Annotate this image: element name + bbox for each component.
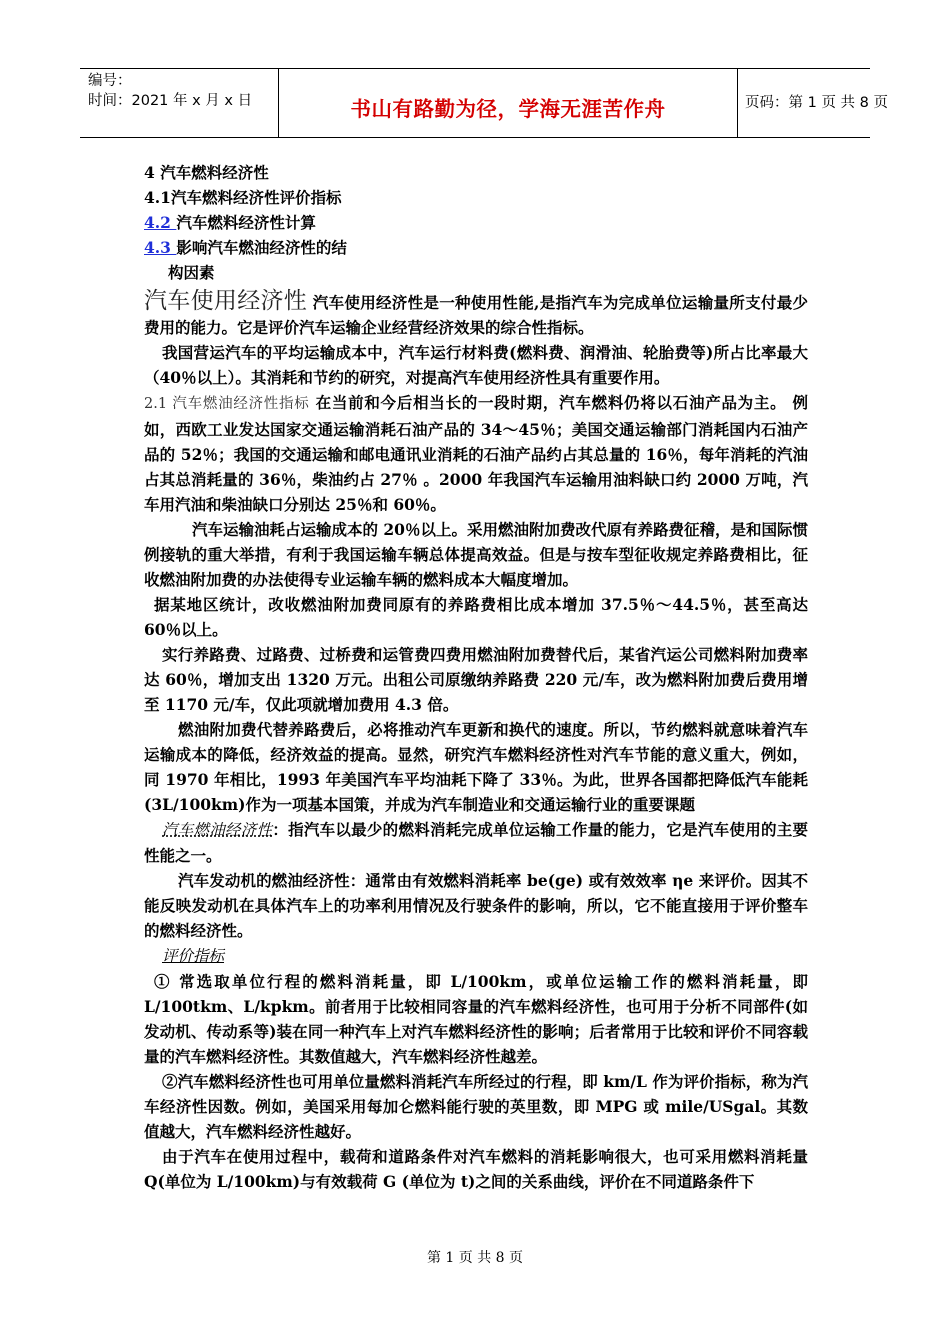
header-motto-cell: [278, 69, 738, 137]
toc-text: 汽车燃料经济性评价指标: [170, 188, 342, 207]
paragraph: [144, 517, 808, 592]
header-page-number: 页码：第 1 页 共 8 页: [745, 95, 888, 111]
toc-number: 4: [144, 163, 155, 182]
header-meta: [80, 69, 278, 139]
paragraph-text: 据某地区统计，改收燃油附加费同原有的养路费相比成本增加 37.5％～44.5％，甚至高达 60％以上。: [144, 595, 808, 639]
page-footer: 第 1 页 共 8 页: [426, 1250, 524, 1266]
toc-text: 汽车燃料经济性计算: [176, 213, 316, 232]
toc-item: [144, 185, 808, 210]
paragraph: [144, 340, 808, 390]
paragraph-text: 我国营运汽车的平均运输成本中，汽车运行材料费(燃料费、润滑油、轮胎费等)所占比率最大（40％以上）。其消耗和节约的研究，对提高汽车使用经济性具有重要作用。: [144, 343, 808, 387]
paragraph: [144, 390, 808, 517]
table-of-contents: [144, 160, 808, 285]
paragraph: [144, 868, 808, 943]
toc-continuation: 构因素: [168, 263, 215, 282]
toc-link[interactable]: 4.2: [144, 213, 177, 232]
paragraph-text: 燃油附加费代替养路费后，必将推动汽车更新和换代的速度。所以，节约燃料就意味着汽车运输成本的降低，经济效益的提高。显然，研究汽车燃料经济性对汽车节能的意义重大，例如，同 1970 年相比，1993 年美国汽车平均油耗下降了 33％。为此，世界各国都把降低汽车能耗(3L/100km)作为一项基本国策，并成为汽车制造业和交通运输行业的重要课题: [144, 720, 808, 814]
paragraph: [144, 1144, 808, 1194]
toc-item: [144, 160, 808, 185]
header-motto: 书山有路勤为径，学海无涯苦作舟: [350, 97, 666, 121]
toc-text: 汽车燃料经济性: [154, 163, 269, 182]
paragraph-text: 由于汽车在使用过程中，载荷和道路条件对汽车燃料的消耗影响很大，也可采用燃料消耗量 Q(单位为 L/100km)与有效载荷 G (单位为 t)之间的关系曲线，评价在不同道路条件下: [144, 1147, 808, 1191]
toc-number: 4.1: [144, 188, 171, 207]
section-heading: 汽车使用经济性: [144, 288, 308, 314]
toc-item: [144, 210, 808, 235]
toc-text: 影响汽车燃油经济性的结: [176, 238, 347, 257]
paragraph-text: ① 常选取单位行程的燃料消耗量，即 L/100km，或单位运输工作的燃料消耗量，即 L/100tkm、L/kpkm。前者用于比较相同容量的汽车燃料经济性，也可用于分析不同部件(如发动机、传动系等)装在同一种汽车上对汽车燃料经济性的影响；后者常用于比较和评价不同容载量的汽车燃料经济性。其数值越大，汽车燃料经济性越差。: [144, 972, 808, 1066]
paragraph-text: 汽车使用经济性是一种使用性能,是指汽车为完成单位运输量所支付最少费用的能力。它是评价汽车运输企业经营经济效果的综合性指标。: [144, 293, 809, 337]
toc-link[interactable]: 4.3: [144, 238, 177, 257]
paragraph-text: 汽车运输油耗占运输成本的 20％以上。采用燃油附加费改代原有养路费征稽，是和国际惯例接轨的重大举措，有利于我国运输车辆总体提高效益。但是与按车型征收规定养路费相比，征收燃油附加费的办法使得专业运输车辆的燃料成本大幅度增加。: [144, 520, 808, 589]
paragraph-text: ②汽车燃料经济性也可用单位量燃料消耗汽车所经过的行程，即 km/L 作为评价指标，称为汽车经济性因数。例如，美国采用每加仑燃料能行驶的英里数，即 MPG 或 mile/USgal。其数值越大，汽车燃料经济性越好。: [144, 1072, 808, 1141]
paragraph: [144, 969, 808, 1069]
paragraph: [144, 943, 808, 969]
paragraph-text: 汽车发动机的燃油经济性：通常由有效燃料消耗率 be(ge) 或有效效率 ηe 来评价。因其不能反映发动机在具体汽车上的功率利用情况及行驶条件的影响，所以，它不能直接用于评价整车的燃料经济性。: [144, 871, 808, 940]
paragraph-text: ：指汽车以最少的燃料消耗完成单位运输工作量的能力，它是汽车使用的主要性能之一。: [144, 820, 808, 865]
paragraph: [144, 817, 808, 868]
term-heading: 评价指标: [162, 947, 225, 965]
term-heading: 汽车燃油经济性: [162, 821, 273, 839]
page-header: [80, 68, 888, 138]
section-heading: 2.1 汽车燃油经济性指标: [144, 396, 310, 412]
document-date: 时间：2021 年 x 月 x 日: [88, 93, 253, 109]
paragraph: [144, 642, 808, 717]
document-number-label: 编号：: [88, 73, 132, 89]
toc-item: [144, 235, 808, 260]
paragraph: [144, 592, 808, 642]
paragraph: [144, 289, 808, 340]
document-body: [144, 160, 808, 1194]
paragraph-text: 实行养路费、过路费、过桥费和运管费四费用燃油附加费替代后，某省汽运公司燃料附加费率达 60％，增加支出 1320 万元。出租公司原缴纳养路费 220 元/车，改为燃料附加费后费用增至 1170 元/车，仅此项就增加费用 4.3 倍。: [144, 645, 808, 714]
paragraph: [144, 1069, 808, 1144]
paragraph-text: 在当前和今后相当长的一段时期，汽车燃料仍将以石油产品为主。 例如，西欧工业发达国家交通运输消耗石油产品的 34～45％；美国交通运输部门消耗国内石油产品的 52％；我国的交通运输和邮电通讯业消耗的石油产品约占其总量的 16％，每年消耗的汽油占其总消耗量的 36％，柴油约占 27％ 。2000 年我国汽车运输用油料缺口约 2000 万吨，汽车用汽油和柴油缺口分别达 25％和 60％。: [144, 393, 809, 514]
paragraph: [144, 717, 808, 817]
